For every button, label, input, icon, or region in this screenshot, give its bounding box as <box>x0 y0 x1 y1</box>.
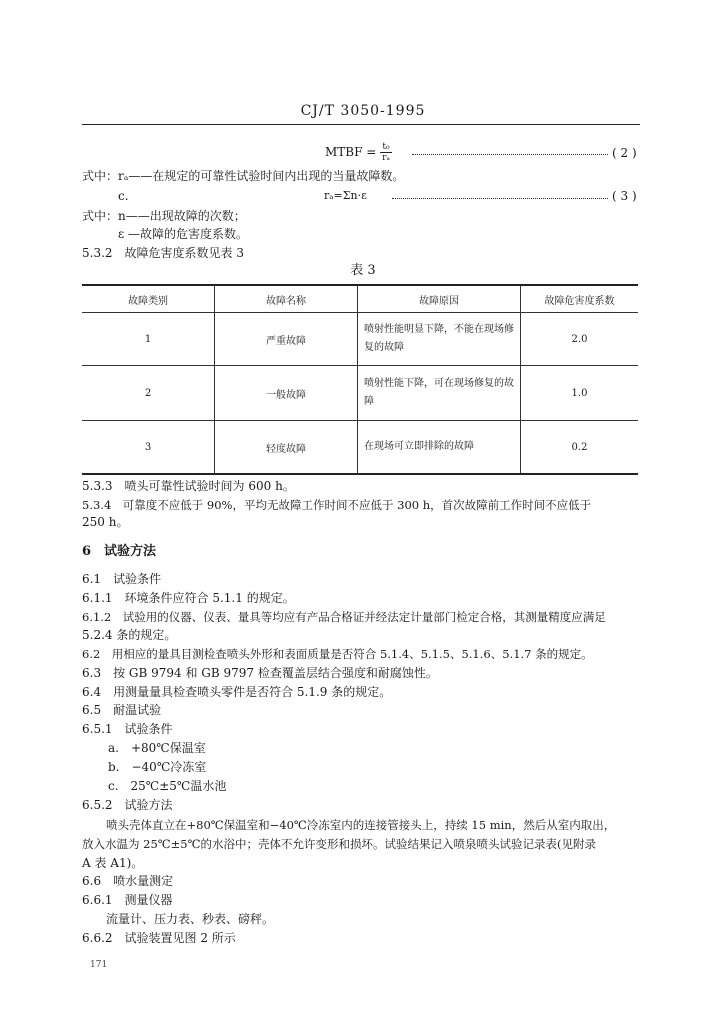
formula-2-fraction <box>380 142 392 163</box>
table-row <box>82 366 638 421</box>
cell-fault-cause: 喷射性能下降，可在现场修复的故障 <box>358 366 521 421</box>
clause-5-3-4-line2: 250 h。 <box>82 515 129 529</box>
condition-c: c. 25℃±5℃温水池 <box>108 779 227 793</box>
formula-3-prefix: c. <box>118 189 129 203</box>
where-clause-2-n: 式中：n——出现故障的次数； <box>82 209 246 223</box>
clause-6-6-1: 6.6.1 测量仪器 <box>82 893 173 907</box>
formula-3-number: ( 3 ) <box>612 189 637 203</box>
table-header-row <box>82 285 638 313</box>
clause-6-6: 6.6 喷水量测定 <box>82 874 174 888</box>
cell-coefficient: 0.2 <box>521 421 639 475</box>
th-fault-cause: 故障原因 <box>358 285 521 313</box>
cell-coefficient: 2.0 <box>521 313 639 366</box>
table-row <box>82 421 638 475</box>
fault-hazard-table <box>82 284 638 475</box>
cell-category: 2 <box>82 366 215 421</box>
cell-fault-name: 严重故障 <box>215 313 358 366</box>
cell-fault-cause: 喷射性能明显下降，不能在现场修复的故障 <box>358 313 521 366</box>
th-category: 故障类别 <box>82 285 215 313</box>
clause-6-2: 6.2 用相应的量具目测检查喷头外形和表面质量是否符合 5.1.4、5.1.5、5.1.6、5.1.7 条的规定。 <box>82 647 593 661</box>
clause-6-4: 6.4 用测量量具检查喷头零件是否符合 5.1.9 条的规定。 <box>82 685 392 699</box>
where-clause-2-epsilon: ε —故障的危害度系数。 <box>118 227 249 241</box>
table-row <box>82 313 638 366</box>
formula-2-numerator: t₀ <box>380 142 392 153</box>
th-hazard-coefficient: 故障危害度系数 <box>521 285 639 313</box>
cell-category: 1 <box>82 313 215 366</box>
cell-fault-name: 轻度故障 <box>215 421 358 475</box>
header-rule <box>82 124 640 125</box>
where-clause-1: 式中：rₐ——在规定的可靠性试验时间内出现的当量故障数。 <box>82 169 405 183</box>
table-caption: 表 3 <box>350 263 376 278</box>
clause-5-3-3: 5.3.3 喷头可靠性试验时间为 600 h。 <box>82 479 295 493</box>
formula-3-expr: rₐ=Σn·ε <box>324 189 367 202</box>
condition-a: a. +80℃保温室 <box>108 741 206 755</box>
cell-fault-name: 一般故障 <box>215 366 358 421</box>
cell-category: 3 <box>82 421 215 475</box>
test-method-line3: A 表 A1)。 <box>82 856 144 870</box>
clause-5-3-2: 5.3.2 故障危害度系数见表 3 <box>82 246 244 260</box>
formula-2-leader <box>412 154 608 155</box>
test-method-line2: 放入水温为 25℃±5℃的水浴中；壳体不允许变形和损坏。试验结果记入喷泉喷头试验记录表(见附录 <box>82 837 596 851</box>
formula-2 <box>325 142 392 163</box>
clause-6-6-2: 6.6.2 试验装置见图 2 所示 <box>82 931 236 945</box>
cell-fault-cause: 在现场可立即排除的故障 <box>358 421 521 475</box>
clause-6-3: 6.3 按 GB 9794 和 GB 9797 检查覆盖层结合强度和耐腐蚀性。 <box>82 666 438 680</box>
formula-2-denominator: rₐ <box>382 153 390 163</box>
clause-6-1-2-line2: 5.2.4 条的规定。 <box>82 628 177 642</box>
clause-6-5-2: 6.5.2 试验方法 <box>82 798 173 812</box>
cell-coefficient: 1.0 <box>521 366 639 421</box>
clause-6-5: 6.5 耐温试验 <box>82 703 162 717</box>
clause-5-3-4-line1: 5.3.4 可靠度不应低于 90%，平均无故障工作时间不应低于 300 h，首次故障前工作时间不应低于 <box>82 498 592 512</box>
formula-3-leader <box>392 198 608 199</box>
test-method-line1: 喷头壳体直立在+80℃保温室和−40℃冷冻室内的连接管接头上，持续 15 min，然后从室内取出， <box>106 818 616 832</box>
standard-header: CJ/T 3050-1995 <box>300 103 426 119</box>
th-fault-name: 故障名称 <box>215 285 358 313</box>
formula-2-number: ( 2 ) <box>612 146 637 160</box>
clause-6-1: 6.1 试验条件 <box>82 572 162 586</box>
section-6-heading: 6 试验方法 <box>82 544 157 559</box>
condition-b: b. −40℃冷冻室 <box>108 760 207 774</box>
clause-6-1-2-line1: 6.1.2 试验用的仪器、仪表、量具等均应有产品合格证并经法定计量部门检定合格，其测量精度应满足 <box>82 610 606 624</box>
clause-6-5-1: 6.5.1 试验条件 <box>82 722 173 736</box>
clause-6-1-1: 6.1.1 环境条件应符合 5.1.1 的规定。 <box>82 591 295 605</box>
instruments-list: 流量计、压力表、秒表、磅秤。 <box>106 912 275 926</box>
formula-2-lhs: MTBF = <box>325 145 377 159</box>
page-number: 171 <box>90 960 108 970</box>
